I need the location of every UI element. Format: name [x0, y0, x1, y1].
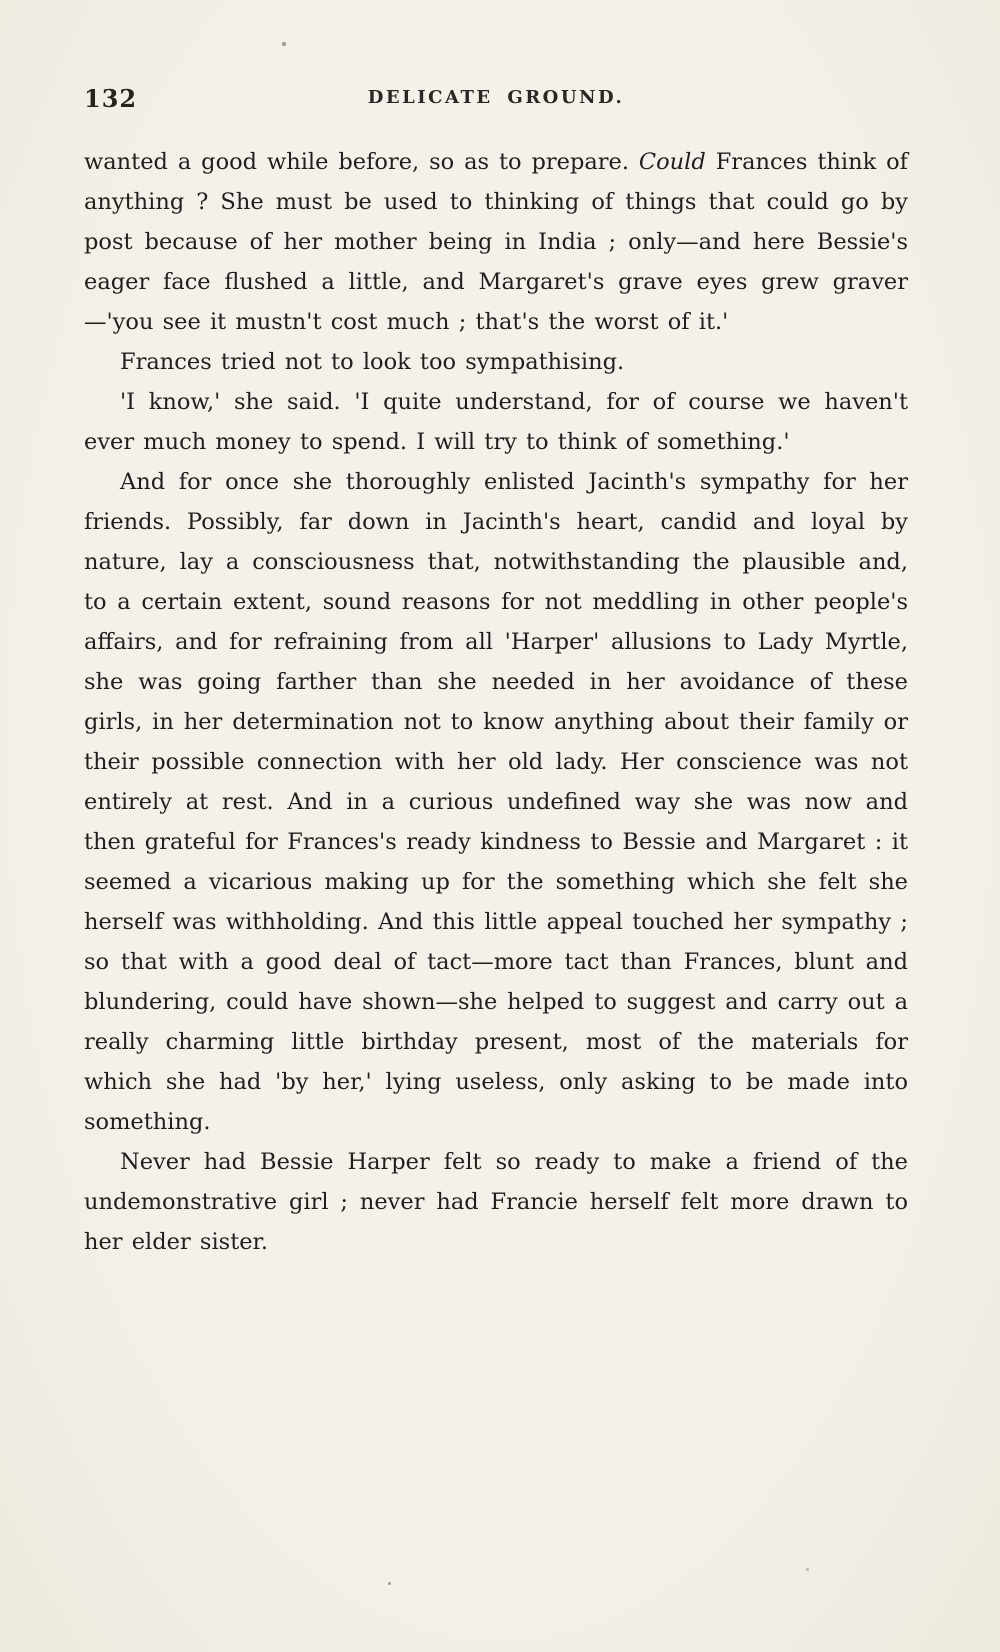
scan-speck-top	[282, 42, 286, 46]
text-run: wanted a good while before, so as to prepare.	[84, 149, 639, 175]
paragraph	[84, 142, 908, 342]
paragraph	[84, 462, 908, 1142]
page-body	[84, 142, 908, 1262]
page-header	[84, 84, 908, 114]
page-number: 132	[84, 84, 138, 113]
italic-text: Could	[638, 149, 706, 175]
text-run: Frances think of anything ? She must be used to thinking of things that could go by post because of her mother being in India ; only—and here Bessie's eager face flushed a little, and Margaret's grave eyes grew graver—'you see it mustn't cost much ; that's the worst of it.'	[84, 149, 908, 335]
running-header: DELICATE GROUND.	[367, 87, 625, 108]
text-run: And for once she thoroughly enlisted Jacinth's sympathy for her friends. Possibly, far down in Jacinth's heart, candid and loyal by nature, lay a consciousness that, notwithstanding the plausible and, to a certain extent, sound reasons for not meddling in other people's affairs, and for refraining from all 'Harper' allusions to Lady Myrtle, she was going farther than she needed in her avoidance of these girls, in her determination not to know anything about their family or their possible connection with her old lady. Her conscience was not entirely at rest. And in a curious undefined way she was now and then grateful for Frances's ready kindness to Bessie and Margaret : it seemed a vicarious making up for the something which she felt she herself was withholding. And this little appeal touched her sympathy ; so that with a good deal of tact—more tact than Frances, blunt and blundering, could have shown—she helped to suggest and carry out a really charming little birthday present, most of the materials for which she had 'by her,' lying useless, only asking to be made into something.	[84, 469, 908, 1135]
text-run: 'I know,' she said. 'I quite understand, for of course we haven't ever much money to spend. I will try to think of something.'	[84, 389, 908, 455]
paragraph	[84, 342, 908, 382]
paragraph	[84, 382, 908, 462]
text-run: Frances tried not to look too sympathising.	[120, 349, 625, 375]
paragraph	[84, 1142, 908, 1262]
scan-speck-bottom	[388, 1582, 391, 1585]
scan-speck-bottom-right	[806, 1568, 809, 1571]
text-run: Never had Bessie Harper felt so ready to make a friend of the undemonstrative girl ; never had Francie herself felt more drawn to her elder sister.	[84, 1149, 908, 1255]
